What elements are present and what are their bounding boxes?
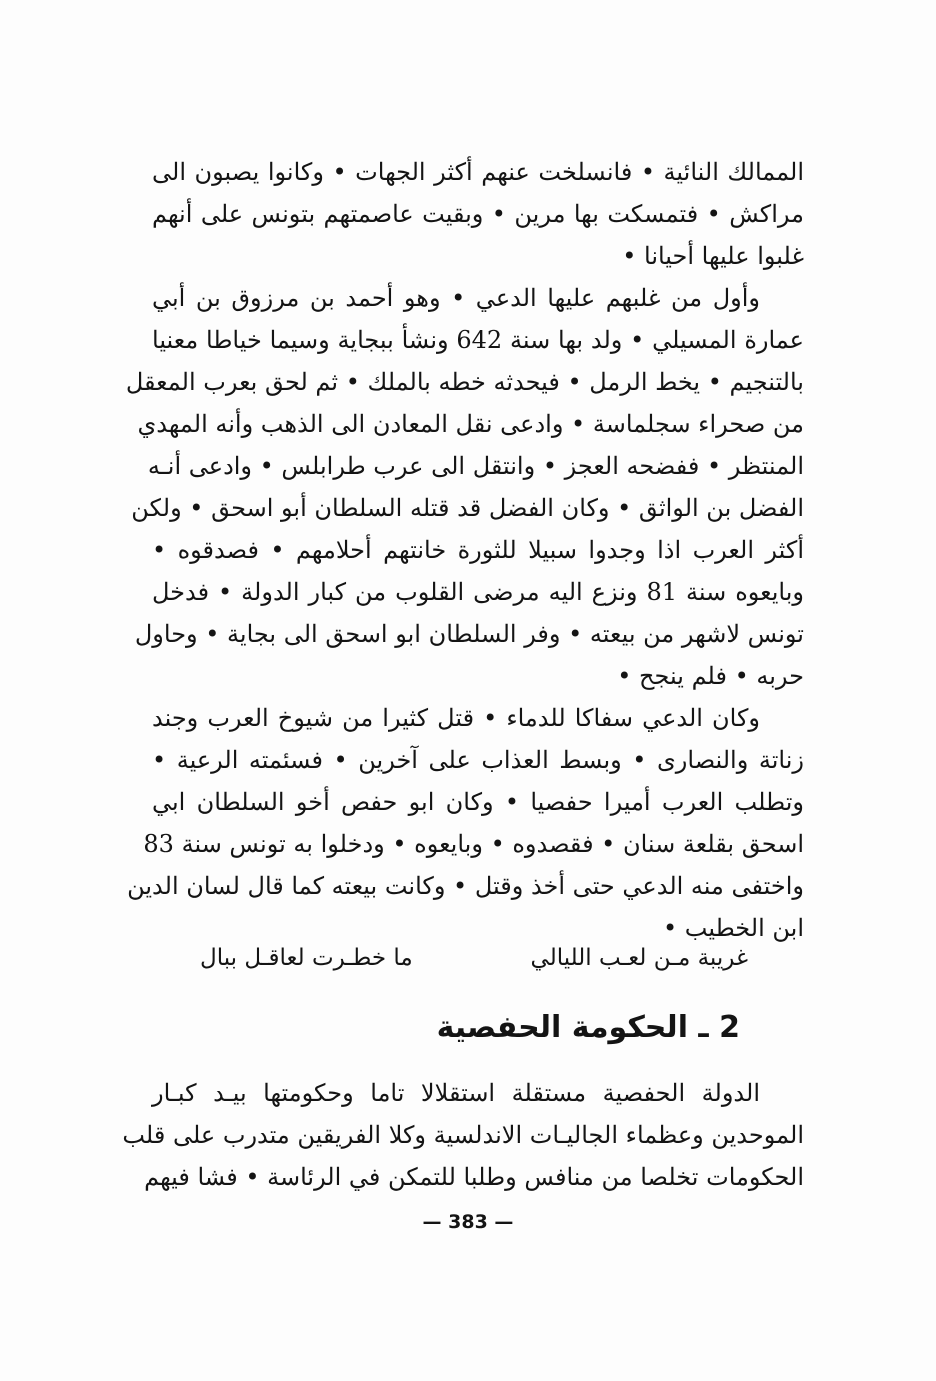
text-line: تونس لاشهر من بيعته • وفر السلطان ابو اسحق الى بجاية • وحاول [134, 620, 804, 648]
text-line: الفضل بن الواثق • وكان الفضل قد قتله السلطان أبو اسحق • ولكن [131, 494, 804, 522]
text-line: الدولة الحفصية مستقلة استقلالا تاما وحكومتها بيـد كبـار [152, 1079, 760, 1107]
text-line: وكان الدعي سفاكا للدماء • قتل كثيرا من شيوخ العرب وجند [152, 704, 760, 732]
verse-left-hemistich: ما خطـرت لعاقـل ببال [200, 945, 413, 971]
text-line: وتطلب العرب أميرا حفصيا • وكان ابو حفص أخو السلطان ابي [152, 788, 804, 816]
body-text-upper [125, 151, 805, 949]
text-line: مراكش • فتمسكت بها مرين • وبقيت عاصمتهم بتونس على أنهم [152, 200, 804, 228]
text-line: الموحدين وعظماء الجاليـات الاندلسية وكلا الفريقين متدرب على قلب [122, 1121, 804, 1149]
verse-right-hemistich: غريبة مـن لعـب الليالي [530, 945, 748, 971]
text-line: المنتظر • ففضحه العجز • وانتقل الى عرب طرابلس • وادعى أنـه [147, 452, 804, 480]
text-line: زناتة والنصارى • وبسط العذاب على آخرين • فسئمته الرعية • [152, 746, 804, 774]
text-line: وأول من غلبهم عليها الدعي • وهو أحمد بن مرزوق بن أبي [152, 284, 760, 312]
text-line: عمارة المسيلي • ولد بها سنة 642 ونشأ ببجاية وسيما خياطا معنيا [152, 326, 804, 354]
poetry-verse [200, 934, 748, 982]
text-line: حربه • فلم ينجح • [617, 662, 804, 690]
text-line: من صحراء سجلماسة • وادعى نقل المعادن الى الذهب وأنه المهدي [137, 410, 804, 438]
text-line: ابن الخطيب • [663, 914, 804, 942]
section-heading: 2 ـ الحكومة الحفصية [436, 1010, 740, 1045]
paragraph-2 [125, 277, 805, 697]
text-line: بالتنجيم • يخط الرمل • فيحدثه خطه بالملك • ثم لحق بعرب المعقل [125, 368, 804, 396]
paragraph-3 [127, 697, 804, 949]
text-line: الممالك النائية • فانسلخت عنهم أكثر الجهات • وكانوا يصبون الى [152, 158, 804, 186]
text-line: اسحق بقلعة سنان • فقصدوه • وبايعوه • ودخلوا به تونس سنة 83 [143, 830, 804, 858]
text-line: أكثر العرب اذا وجدوا سبيلا للثورة خانتهم أحلامهم • فصدقوه • [152, 536, 804, 564]
body-text-lower [122, 1072, 804, 1198]
page-number: — 383 — [422, 1211, 514, 1233]
text-line: غلبوا عليها أحيانا • [622, 242, 804, 270]
text-line: الحكومات تخلصا من منافس وطلبا للتمكن في الرئاسة • فشا فيهم [144, 1163, 804, 1191]
text-line: واختفى منه الدعي حتى أخذ وقتل • وكانت بيعته كما قال لسان الدين [127, 872, 804, 900]
paragraph-4 [122, 1072, 804, 1198]
paragraph-1 [152, 151, 804, 277]
text-line: وبايعوه سنة 81 ونزع اليه مرضى القلوب من كبار الدولة • فدخل [152, 578, 805, 606]
